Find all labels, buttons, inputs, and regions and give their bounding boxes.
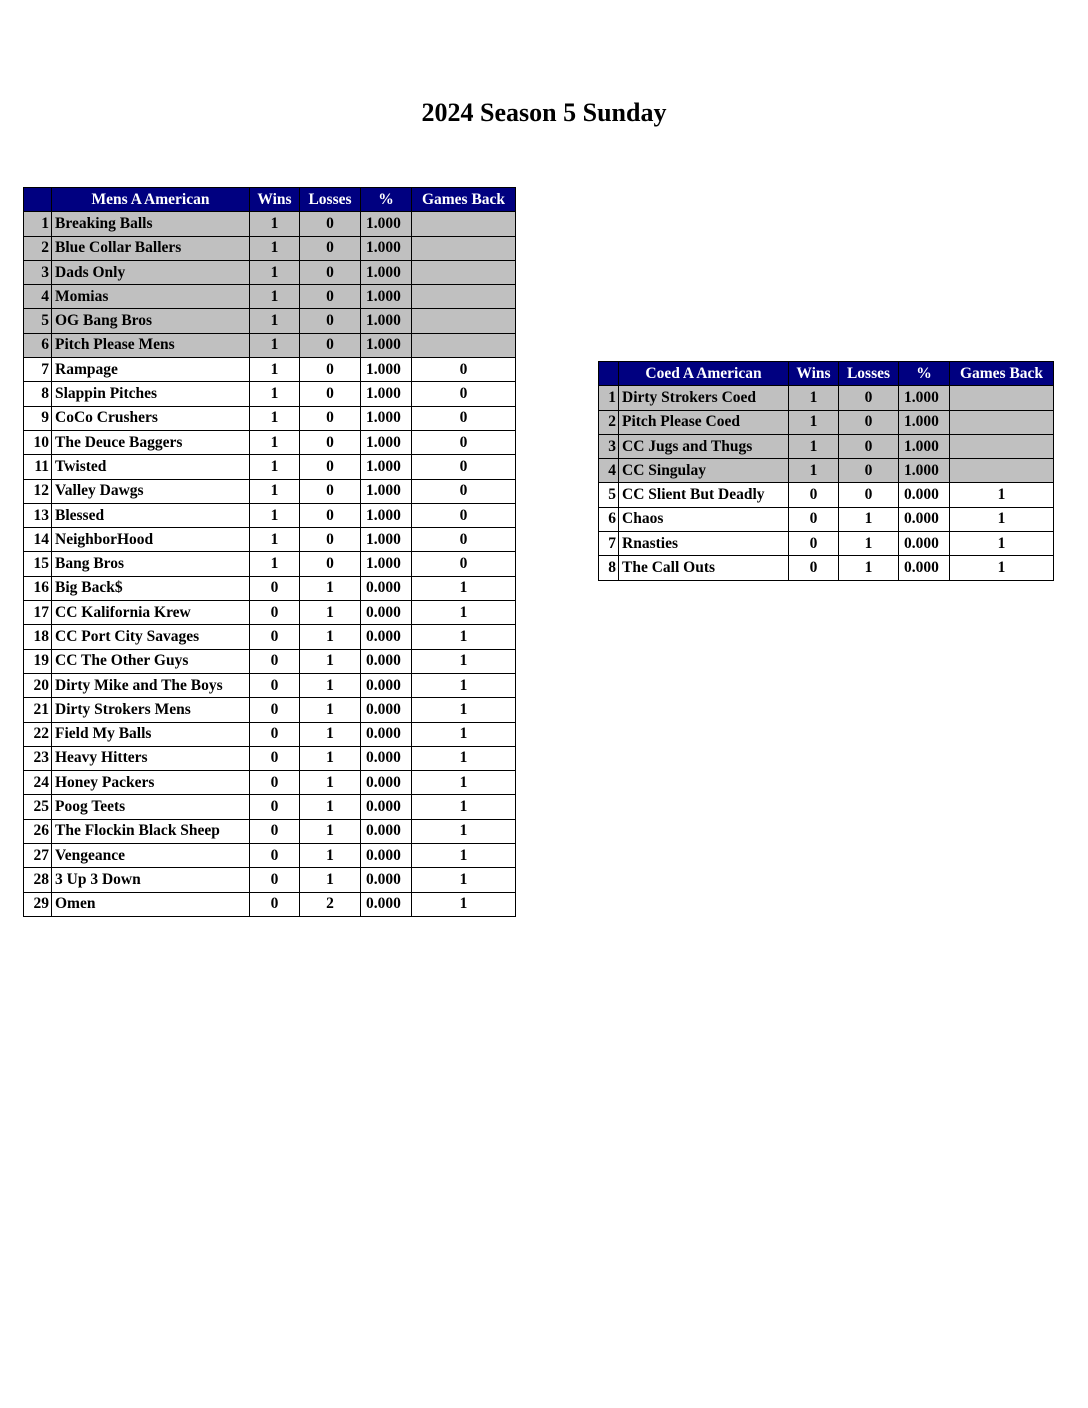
pct-cell: 0.000 xyxy=(361,819,412,843)
rank-cell: 7 xyxy=(24,358,52,382)
rank-cell: 17 xyxy=(24,601,52,625)
table-row xyxy=(24,333,516,357)
wins-cell: 1 xyxy=(789,459,839,483)
wins-cell: 0 xyxy=(789,507,839,531)
wins-cell: 0 xyxy=(250,673,300,697)
losses-cell: 0 xyxy=(300,503,361,527)
table-row xyxy=(24,309,516,333)
games-back-cell: 1 xyxy=(412,576,516,600)
team-name-cell: Pitch Please Coed xyxy=(619,410,789,434)
pct-cell: 1.000 xyxy=(361,430,412,454)
team-name-cell: CC Kalifornia Krew xyxy=(52,601,250,625)
losses-cell: 1 xyxy=(300,771,361,795)
table-row xyxy=(24,601,516,625)
table-row xyxy=(599,532,1054,556)
pct-cell: 0.000 xyxy=(899,532,950,556)
team-name-cell: Pitch Please Mens xyxy=(52,333,250,357)
games-back-cell: 1 xyxy=(950,556,1054,580)
games-back-cell: 1 xyxy=(412,601,516,625)
games-back-cell: 1 xyxy=(950,532,1054,556)
games-back-cell: 0 xyxy=(412,430,516,454)
wins-header: Wins xyxy=(250,188,300,212)
team-name-cell: Breaking Balls xyxy=(52,212,250,236)
wins-cell: 1 xyxy=(250,236,300,260)
games-back-header: Games Back xyxy=(412,188,516,212)
team-name-cell: Blue Collar Ballers xyxy=(52,236,250,260)
table-row xyxy=(24,479,516,503)
losses-cell: 1 xyxy=(300,673,361,697)
losses-cell: 1 xyxy=(300,698,361,722)
rank-cell: 5 xyxy=(599,483,619,507)
table-row xyxy=(24,698,516,722)
table-row xyxy=(24,552,516,576)
losses-header: Losses xyxy=(839,362,899,386)
team-name-cell: Momias xyxy=(52,285,250,309)
games-back-cell xyxy=(412,236,516,260)
games-back-cell: 1 xyxy=(412,868,516,892)
rank-cell: 4 xyxy=(24,285,52,309)
mens-a-american-table xyxy=(23,187,516,917)
games-back-cell: 1 xyxy=(412,625,516,649)
pct-cell: 1.000 xyxy=(361,455,412,479)
wins-cell: 1 xyxy=(789,434,839,458)
team-name-cell: Big Back$ xyxy=(52,576,250,600)
losses-cell: 1 xyxy=(300,576,361,600)
rank-cell: 8 xyxy=(24,382,52,406)
rank-cell: 21 xyxy=(24,698,52,722)
wins-cell: 1 xyxy=(250,212,300,236)
wins-cell: 0 xyxy=(789,556,839,580)
team-name-cell: CC Jugs and Thugs xyxy=(619,434,789,458)
rank-cell: 1 xyxy=(24,212,52,236)
division-header: Mens A American xyxy=(52,188,250,212)
rank-cell: 24 xyxy=(24,771,52,795)
rank-cell: 27 xyxy=(24,844,52,868)
rank-cell: 2 xyxy=(24,236,52,260)
pct-cell: 0.000 xyxy=(361,868,412,892)
games-back-cell: 0 xyxy=(412,406,516,430)
rank-cell: 25 xyxy=(24,795,52,819)
games-back-cell: 1 xyxy=(412,698,516,722)
team-name-cell: Slappin Pitches xyxy=(52,382,250,406)
wins-cell: 1 xyxy=(250,333,300,357)
table-row xyxy=(24,649,516,673)
table-row xyxy=(24,722,516,746)
team-name-cell: NeighborHood xyxy=(52,528,250,552)
losses-cell: 0 xyxy=(300,285,361,309)
pct-cell: 1.000 xyxy=(361,406,412,430)
games-back-cell xyxy=(412,309,516,333)
pct-header: % xyxy=(361,188,412,212)
coed-a-american-table xyxy=(598,361,1054,581)
losses-cell: 1 xyxy=(300,649,361,673)
losses-cell: 0 xyxy=(839,483,899,507)
losses-cell: 0 xyxy=(300,430,361,454)
team-name-cell: Blessed xyxy=(52,503,250,527)
losses-cell: 1 xyxy=(300,795,361,819)
pct-cell: 1.000 xyxy=(361,333,412,357)
games-back-cell: 1 xyxy=(412,771,516,795)
losses-cell: 0 xyxy=(300,552,361,576)
games-back-cell xyxy=(412,285,516,309)
wins-cell: 1 xyxy=(250,479,300,503)
wins-cell: 1 xyxy=(250,552,300,576)
team-name-cell: Poog Teets xyxy=(52,795,250,819)
pct-cell: 0.000 xyxy=(361,722,412,746)
table-row xyxy=(24,576,516,600)
games-back-cell: 1 xyxy=(412,819,516,843)
games-back-cell: 1 xyxy=(412,649,516,673)
rank-cell: 14 xyxy=(24,528,52,552)
wins-header: Wins xyxy=(789,362,839,386)
games-back-cell xyxy=(950,459,1054,483)
losses-cell: 0 xyxy=(300,406,361,430)
rank-cell: 23 xyxy=(24,746,52,770)
wins-cell: 0 xyxy=(250,892,300,916)
losses-header: Losses xyxy=(300,188,361,212)
pct-cell: 1.000 xyxy=(361,309,412,333)
rank-cell: 12 xyxy=(24,479,52,503)
losses-cell: 0 xyxy=(839,386,899,410)
wins-cell: 1 xyxy=(250,358,300,382)
table-row xyxy=(24,746,516,770)
games-back-header: Games Back xyxy=(950,362,1054,386)
losses-cell: 1 xyxy=(839,507,899,531)
team-name-cell: CC Slient But Deadly xyxy=(619,483,789,507)
pct-cell: 1.000 xyxy=(899,410,950,434)
table-row xyxy=(24,260,516,284)
pct-cell: 0.000 xyxy=(361,795,412,819)
wins-cell: 0 xyxy=(250,649,300,673)
pct-cell: 0.000 xyxy=(361,698,412,722)
team-name-cell: CoCo Crushers xyxy=(52,406,250,430)
rank-header xyxy=(24,188,52,212)
games-back-cell: 1 xyxy=(412,892,516,916)
team-name-cell: Dirty Strokers Coed xyxy=(619,386,789,410)
wins-cell: 1 xyxy=(250,406,300,430)
team-name-cell: Field My Balls xyxy=(52,722,250,746)
team-name-cell: OG Bang Bros xyxy=(52,309,250,333)
pct-cell: 0.000 xyxy=(361,601,412,625)
pct-cell: 1.000 xyxy=(899,434,950,458)
games-back-cell: 1 xyxy=(412,722,516,746)
games-back-cell: 1 xyxy=(950,507,1054,531)
wins-cell: 0 xyxy=(250,795,300,819)
rank-cell: 3 xyxy=(599,434,619,458)
rank-cell: 28 xyxy=(24,868,52,892)
wins-cell: 0 xyxy=(250,576,300,600)
games-back-cell xyxy=(950,434,1054,458)
wins-cell: 1 xyxy=(250,309,300,333)
wins-cell: 1 xyxy=(250,382,300,406)
games-back-cell: 0 xyxy=(412,382,516,406)
rank-cell: 13 xyxy=(24,503,52,527)
team-name-cell: Heavy Hitters xyxy=(52,746,250,770)
losses-cell: 0 xyxy=(300,260,361,284)
table-row xyxy=(24,430,516,454)
team-name-cell: The Flockin Black Sheep xyxy=(52,819,250,843)
rank-cell: 4 xyxy=(599,459,619,483)
games-back-cell: 1 xyxy=(412,795,516,819)
losses-cell: 1 xyxy=(839,556,899,580)
table-row xyxy=(24,358,516,382)
table-row xyxy=(24,528,516,552)
pct-cell: 1.000 xyxy=(361,503,412,527)
rank-cell: 6 xyxy=(599,507,619,531)
pct-cell: 1.000 xyxy=(361,236,412,260)
rank-cell: 18 xyxy=(24,625,52,649)
team-name-cell: CC Port City Savages xyxy=(52,625,250,649)
games-back-cell: 0 xyxy=(412,358,516,382)
table-row xyxy=(24,771,516,795)
games-back-cell: 0 xyxy=(412,528,516,552)
team-name-cell: Bang Bros xyxy=(52,552,250,576)
pct-cell: 0.000 xyxy=(361,844,412,868)
table-row xyxy=(24,673,516,697)
pct-cell: 0.000 xyxy=(361,892,412,916)
rank-cell: 10 xyxy=(24,430,52,454)
wins-cell: 0 xyxy=(250,601,300,625)
losses-cell: 0 xyxy=(300,528,361,552)
team-name-cell: Vengeance xyxy=(52,844,250,868)
team-name-cell: Omen xyxy=(52,892,250,916)
team-name-cell: Dads Only xyxy=(52,260,250,284)
rank-cell: 15 xyxy=(24,552,52,576)
table-row xyxy=(599,507,1054,531)
table-row xyxy=(24,625,516,649)
wins-cell: 1 xyxy=(250,430,300,454)
team-name-cell: CC Singulay xyxy=(619,459,789,483)
rank-cell: 6 xyxy=(24,333,52,357)
games-back-cell: 0 xyxy=(412,455,516,479)
team-name-cell: 3 Up 3 Down xyxy=(52,868,250,892)
pct-cell: 1.000 xyxy=(361,285,412,309)
games-back-cell xyxy=(412,260,516,284)
table-row xyxy=(24,236,516,260)
pct-cell: 1.000 xyxy=(361,528,412,552)
wins-cell: 0 xyxy=(250,698,300,722)
wins-cell: 1 xyxy=(789,410,839,434)
losses-cell: 1 xyxy=(300,625,361,649)
pct-cell: 1.000 xyxy=(899,459,950,483)
table-row xyxy=(24,844,516,868)
pct-cell: 1.000 xyxy=(361,552,412,576)
wins-cell: 0 xyxy=(250,746,300,770)
losses-cell: 2 xyxy=(300,892,361,916)
table-row xyxy=(599,434,1054,458)
pct-cell: 1.000 xyxy=(361,260,412,284)
games-back-cell: 1 xyxy=(950,483,1054,507)
losses-cell: 0 xyxy=(300,455,361,479)
wins-cell: 0 xyxy=(789,483,839,507)
table-row xyxy=(599,386,1054,410)
table-header-row xyxy=(599,362,1054,386)
pct-cell: 1.000 xyxy=(361,479,412,503)
losses-cell: 0 xyxy=(300,309,361,333)
pct-cell: 0.000 xyxy=(899,556,950,580)
rank-cell: 3 xyxy=(24,260,52,284)
losses-cell: 1 xyxy=(300,746,361,770)
games-back-cell: 1 xyxy=(412,844,516,868)
table-row xyxy=(24,503,516,527)
table-row xyxy=(24,382,516,406)
games-back-cell xyxy=(950,386,1054,410)
losses-cell: 1 xyxy=(300,819,361,843)
division-header: Coed A American xyxy=(619,362,789,386)
rank-cell: 2 xyxy=(599,410,619,434)
rank-cell: 7 xyxy=(599,532,619,556)
team-name-cell: Rampage xyxy=(52,358,250,382)
team-name-cell: Rnasties xyxy=(619,532,789,556)
losses-cell: 0 xyxy=(300,479,361,503)
rank-cell: 11 xyxy=(24,455,52,479)
table-row xyxy=(599,556,1054,580)
pct-cell: 1.000 xyxy=(361,212,412,236)
games-back-cell xyxy=(412,212,516,236)
pct-cell: 0.000 xyxy=(361,649,412,673)
losses-cell: 0 xyxy=(300,333,361,357)
losses-cell: 1 xyxy=(300,722,361,746)
games-back-cell: 0 xyxy=(412,503,516,527)
losses-cell: 0 xyxy=(839,434,899,458)
pct-cell: 0.000 xyxy=(361,576,412,600)
table-row xyxy=(599,483,1054,507)
losses-cell: 0 xyxy=(839,459,899,483)
rank-header xyxy=(599,362,619,386)
rank-cell: 19 xyxy=(24,649,52,673)
rank-cell: 16 xyxy=(24,576,52,600)
table-row xyxy=(24,868,516,892)
pct-cell: 1.000 xyxy=(899,386,950,410)
wins-cell: 1 xyxy=(250,528,300,552)
team-name-cell: Honey Packers xyxy=(52,771,250,795)
rank-cell: 9 xyxy=(24,406,52,430)
rank-cell: 29 xyxy=(24,892,52,916)
losses-cell: 0 xyxy=(839,410,899,434)
wins-cell: 0 xyxy=(250,868,300,892)
losses-cell: 1 xyxy=(300,601,361,625)
wins-cell: 1 xyxy=(250,455,300,479)
wins-cell: 1 xyxy=(250,503,300,527)
wins-cell: 0 xyxy=(789,532,839,556)
wins-cell: 0 xyxy=(250,722,300,746)
pct-cell: 0.000 xyxy=(899,483,950,507)
games-back-cell xyxy=(950,410,1054,434)
rank-cell: 5 xyxy=(24,309,52,333)
pct-cell: 1.000 xyxy=(361,382,412,406)
table-row xyxy=(24,892,516,916)
table-header-row xyxy=(24,188,516,212)
table-row xyxy=(24,819,516,843)
games-back-cell: 0 xyxy=(412,479,516,503)
table-row xyxy=(599,459,1054,483)
table-row xyxy=(24,455,516,479)
table-row xyxy=(24,285,516,309)
losses-cell: 1 xyxy=(839,532,899,556)
rank-cell: 1 xyxy=(599,386,619,410)
losses-cell: 1 xyxy=(300,868,361,892)
wins-cell: 1 xyxy=(250,285,300,309)
table-row xyxy=(599,410,1054,434)
losses-cell: 0 xyxy=(300,212,361,236)
losses-cell: 0 xyxy=(300,358,361,382)
page-title: 2024 Season 5 Sunday xyxy=(421,98,667,127)
team-name-cell: Dirty Strokers Mens xyxy=(52,698,250,722)
pct-cell: 0.000 xyxy=(361,625,412,649)
rank-cell: 20 xyxy=(24,673,52,697)
wins-cell: 0 xyxy=(250,625,300,649)
pct-header: % xyxy=(899,362,950,386)
wins-cell: 1 xyxy=(789,386,839,410)
pct-cell: 0.000 xyxy=(899,507,950,531)
team-name-cell: Valley Dawgs xyxy=(52,479,250,503)
pct-cell: 0.000 xyxy=(361,746,412,770)
table-row xyxy=(24,406,516,430)
pct-cell: 1.000 xyxy=(361,358,412,382)
pct-cell: 0.000 xyxy=(361,673,412,697)
table-row xyxy=(24,212,516,236)
games-back-cell: 0 xyxy=(412,552,516,576)
games-back-cell: 1 xyxy=(412,673,516,697)
rank-cell: 26 xyxy=(24,819,52,843)
rank-cell: 8 xyxy=(599,556,619,580)
losses-cell: 1 xyxy=(300,844,361,868)
games-back-cell: 1 xyxy=(412,746,516,770)
team-name-cell: Dirty Mike and The Boys xyxy=(52,673,250,697)
pct-cell: 0.000 xyxy=(361,771,412,795)
team-name-cell: Twisted xyxy=(52,455,250,479)
losses-cell: 0 xyxy=(300,236,361,260)
losses-cell: 0 xyxy=(300,382,361,406)
wins-cell: 0 xyxy=(250,771,300,795)
team-name-cell: CC The Other Guys xyxy=(52,649,250,673)
team-name-cell: Chaos xyxy=(619,507,789,531)
wins-cell: 0 xyxy=(250,844,300,868)
wins-cell: 0 xyxy=(250,819,300,843)
team-name-cell: The Deuce Baggers xyxy=(52,430,250,454)
table-row xyxy=(24,795,516,819)
team-name-cell: The Call Outs xyxy=(619,556,789,580)
games-back-cell xyxy=(412,333,516,357)
wins-cell: 1 xyxy=(250,260,300,284)
rank-cell: 22 xyxy=(24,722,52,746)
